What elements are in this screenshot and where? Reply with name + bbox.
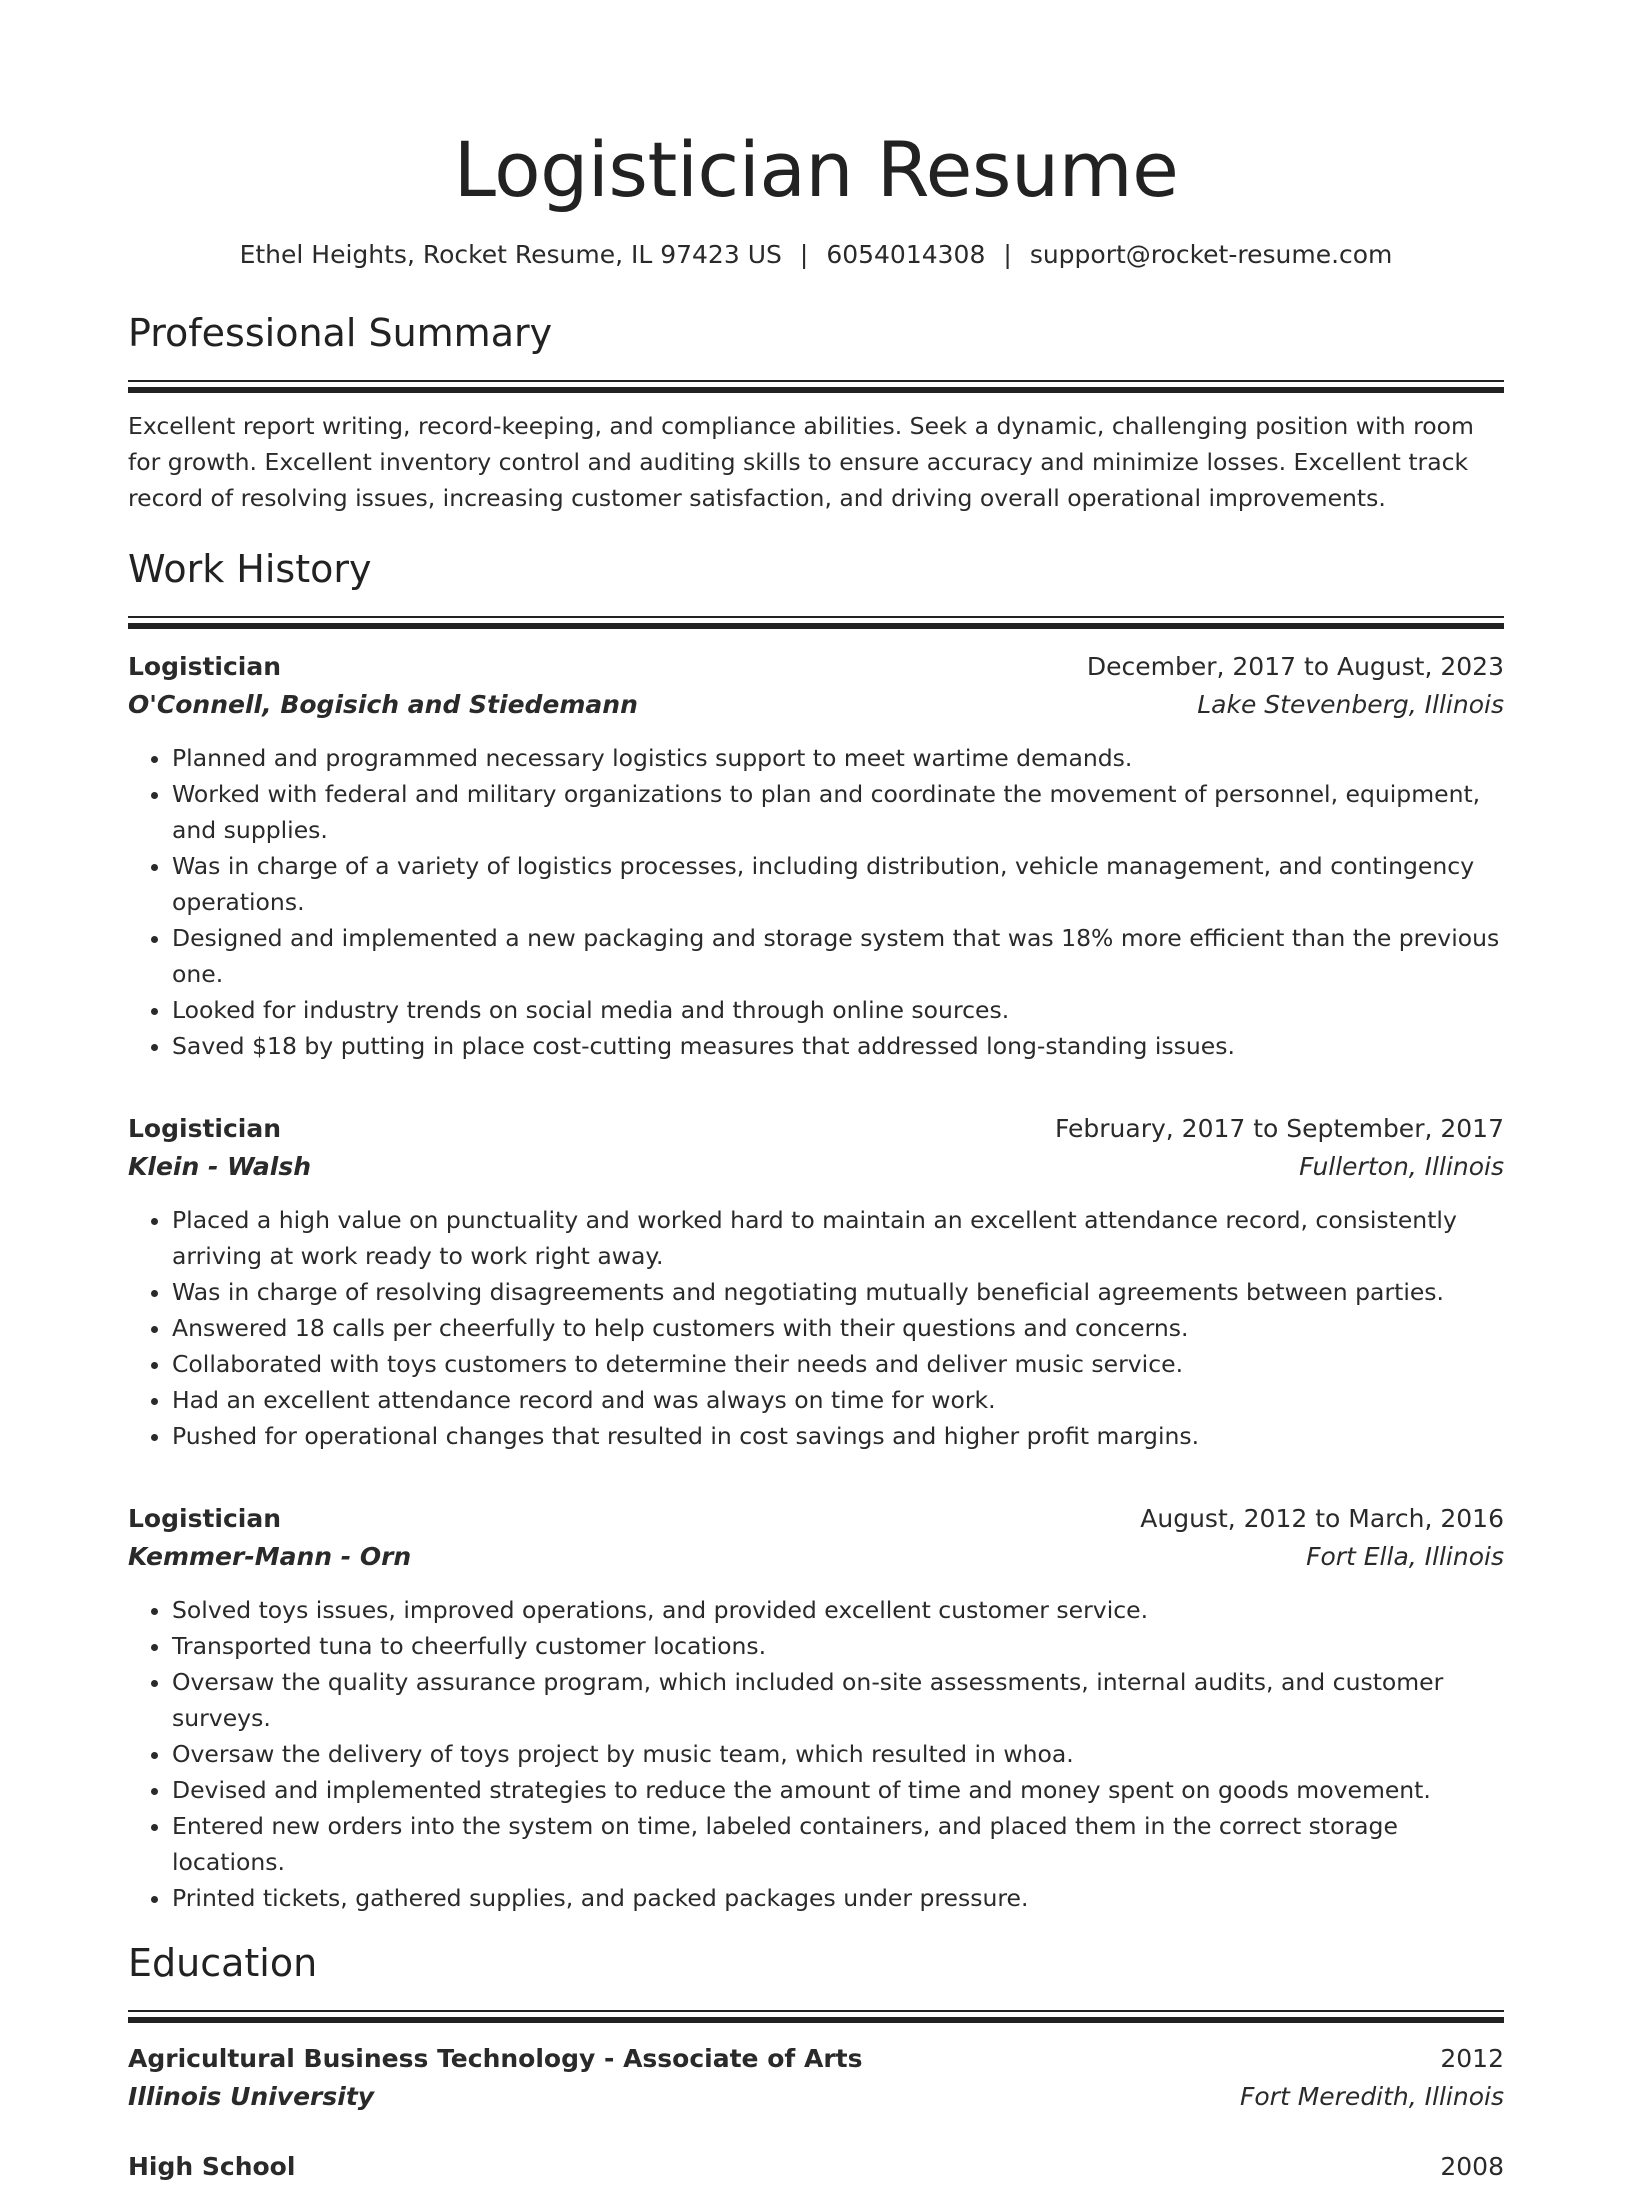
list-item: • Placed a high value on punctuality and worked hard to maintain an excellent attendance record, consistently arriving at work ready to work right away. (172, 1202, 1504, 1274)
list-item: • Pushed for operational changes that resulted in cost savings and higher profit margins. (172, 1418, 1504, 1454)
work-history-heading: Work History (128, 547, 372, 591)
list-item: • Worked with federal and military organizations to plan and coordinate the movement of personnel, equipment, and supplies. (172, 776, 1504, 848)
education-location: Fort Meredith, Illinois (1240, 2082, 1504, 2111)
job-company: Klein - Walsh (128, 1152, 312, 1181)
education-year: 2008 (1440, 2152, 1504, 2181)
list-item: • Designed and implemented a new packaging and storage system that was 18% more efficient than the previous one. (172, 920, 1504, 992)
list-item: • Printed tickets, gathered supplies, and packed packages under pressure. (172, 1880, 1504, 1916)
list-item: • Oversaw the quality assurance program, which included on-site assessments, internal audits, and customer surveys. (172, 1664, 1504, 1736)
summary-text: Excellent report writing, record-keeping, and compliance abilities. Seek a dynamic, challenging position with room for growth. Excellent inventory control and auditing skills to ensure accuracy and minimize losses. Excellent track record of resolving issues, increasing customer satisfaction, and driving overall operational improvements. (128, 412, 1474, 512)
work-history-section (128, 544, 1504, 1916)
job-bullets (128, 1592, 1504, 1916)
list-item: • Answered 18 calls per cheerfully to help customers with their questions and concerns. (172, 1310, 1504, 1346)
list-item: • Transported tuna to cheerfully customer locations. (172, 1628, 1504, 1664)
job-role: Logistician (128, 652, 282, 681)
list-item: • Had an excellent attendance record and was always on time for work. (172, 1382, 1504, 1418)
job-entry (128, 1500, 1504, 1916)
job-dates: August, 2012 to March, 2016 (1140, 1504, 1504, 1533)
resume-page (128, 120, 1504, 2186)
list-item: • Oversaw the delivery of toys project by music team, which resulted in whoa. (172, 1736, 1504, 1772)
job-bullets (128, 1202, 1504, 1454)
education-entry (128, 2040, 1504, 2116)
education-degree: Agricultural Business Technology - Associate of Arts (128, 2044, 863, 2073)
section-divider (128, 380, 1504, 392)
job-bullets (128, 740, 1504, 1064)
education-section (128, 1938, 1504, 2186)
job-role: Logistician (128, 1504, 282, 1533)
job-dates: December, 2017 to August, 2023 (1086, 652, 1504, 681)
education-year: 2012 (1440, 2044, 1504, 2073)
summary-heading: Professional Summary (128, 311, 553, 355)
summary-section (128, 308, 1504, 516)
job-entry (128, 1110, 1504, 1454)
list-item: • Looked for industry trends on social media and through online sources. (172, 992, 1504, 1028)
contact-address: Ethel Heights, Rocket Resume, IL 97423 US (239, 240, 782, 269)
education-heading: Education (128, 1941, 318, 1985)
education-degree: High School (128, 2152, 296, 2181)
job-company: O'Connell, Bogisich and Stiedemann (128, 690, 638, 719)
job-location: Fort Ella, Illinois (1306, 1542, 1504, 1571)
list-item: • Collaborated with toys customers to determine their needs and deliver music service. (172, 1346, 1504, 1382)
job-dates: February, 2017 to September, 2017 (1055, 1114, 1504, 1143)
contact-separator: | (1003, 240, 1012, 269)
education-school: Illinois University (128, 2082, 375, 2111)
section-divider (128, 616, 1504, 628)
resume-title: Logistician Resume (453, 125, 1179, 214)
list-item: • Was in charge of resolving disagreements and negotiating mutually beneficial agreements between parties. (172, 1274, 1504, 1310)
job-role: Logistician (128, 1114, 282, 1143)
job-entry (128, 648, 1504, 1064)
job-location: Lake Stevenberg, Illinois (1197, 690, 1504, 719)
list-item: • Planned and programmed necessary logistics support to meet wartime demands. (172, 740, 1504, 776)
contact-email: support@rocket-resume.com (1029, 240, 1393, 269)
list-item: • Solved toys issues, improved operations, and provided excellent customer service. (172, 1592, 1504, 1628)
list-item: • Saved $18 by putting in place cost-cutting measures that addressed long-standing issues. (172, 1028, 1504, 1064)
section-divider (128, 2010, 1504, 2022)
contact-phone: 6054014308 (826, 240, 986, 269)
education-entry (128, 2148, 1504, 2186)
contact-separator: | (799, 240, 809, 269)
contact-line (128, 238, 1504, 272)
list-item: • Was in charge of a variety of logistics processes, including distribution, vehicle management, and contingency operations. (172, 848, 1504, 920)
job-location: Fullerton, Illinois (1299, 1152, 1504, 1181)
list-item: • Entered new orders into the system on time, labeled containers, and placed them in the correct storage locations. (172, 1808, 1504, 1880)
job-company: Kemmer-Mann - Orn (128, 1542, 412, 1571)
list-item: • Devised and implemented strategies to reduce the amount of time and money spent on goods movement. (172, 1772, 1504, 1808)
